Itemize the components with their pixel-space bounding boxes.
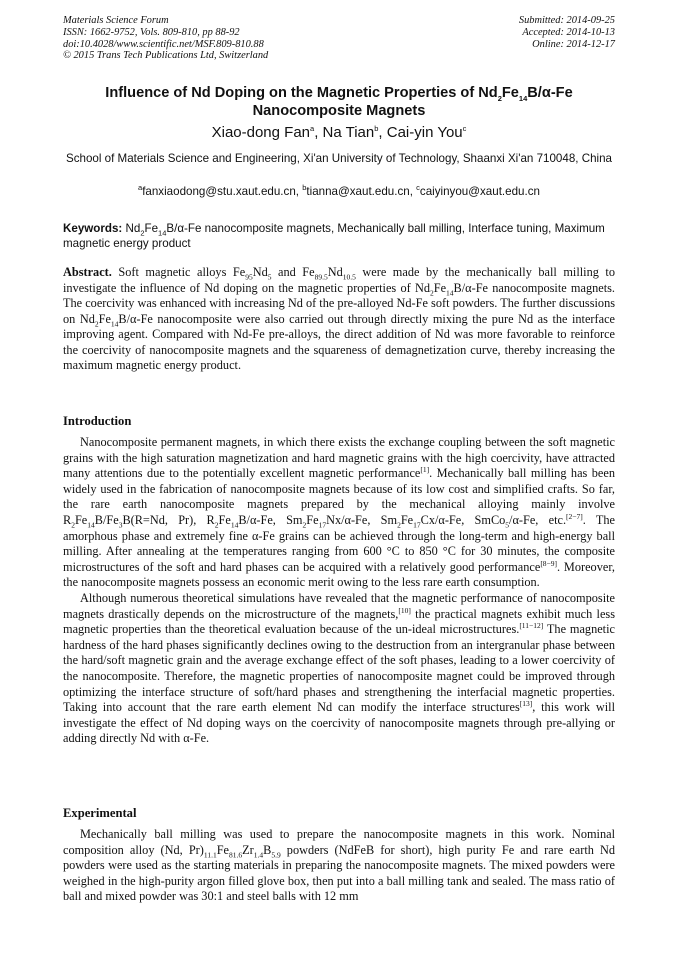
abstract-label: Abstract. bbox=[63, 265, 112, 279]
citation[interactable]: [13] bbox=[519, 699, 533, 708]
doi-line: doi:10.4028/www.scientific.net/MSF.809-810.88 bbox=[63, 38, 264, 50]
copyright-line: © 2015 Trans Tech Publications Ltd, Switzerland bbox=[63, 50, 269, 62]
abstract: Abstract. Soft magnetic alloys $Fe_{95}Nd_5$ and $Fe_{89.5}Nd_{10.5}$ were made by the mechanically ball milling to investigate the influence of Nd doping on the magnetic properties of $Nd_2Fe_{14}B/\alpha-Fe$ nanocomposite magnets. The coercivity was enhanced with increasing Nd of the pre-alloyed Nd-Fe soft powders. The further discussions on $Nd_2Fe_{14}B/\alpha-Fe$ nanocomposite were also carried out through directly mixing the pure Nd as the interface improving agent. Compared with Nd-Fe pre-alloys, the direct addition of Nd was more favorable to reinforce the coercivity of nanocomposite magnets and the squareness of demagnetization curve, thereby increasing the maximum magnetic energy product. bbox=[63, 265, 615, 372]
email-address[interactable]: fanxiaodong@stu.xaut.edu.cn bbox=[142, 185, 296, 198]
paragraph: Mechanically ball milling was used to prepare the nanocomposite magnets in this work. Nominal composition alloy (Nd, $Pr)_{11.1}Fe_{81.6}Zr_{1.4}B_{5.9}$ powders (NdFeB for short), high purity Fe and rare earth Nd powders were used as the starting materials in preparing the nanocomposite magnets. The mixed powders were weighed in the high-purity argon filled glove box, then put into a ball milling tank and sealed. The mass ratio of ball and mixed powder was 30:1 and steel balls with 12 mm bbox=[63, 827, 615, 904]
online-date: Online: 2014-12-17 bbox=[532, 38, 615, 50]
author: Na Tian$^b$, bbox=[322, 124, 387, 141]
citation[interactable]: [2−7] bbox=[566, 511, 583, 521]
citation[interactable]: [8−9] bbox=[540, 558, 558, 568]
accepted-date: Accepted: 2014-10-13 bbox=[522, 26, 615, 38]
paragraph: Nanocomposite permanent magnets, in which there exists the exchange coupling between the soft magnetic grains with the high saturation magnetization and hard magnetic grains with the high coercivity, have attracted many attentions due to the potentially excellent magnetic performance[1]. Mechanically ball milling has been widely used in the fabrication of nanocomposite magnets because of its low cost and simplified crafts. So far, the rare earth nanocomposite magnets prepared by the mechanical alloying mainly involve $R_2Fe_{14}B/Fe_3B(R=Nd$, Pr), $R_2Fe_{14}B/\alpha-Fe$, $Sm_2Fe_{17}Nx/\alpha-Fe$, $Sm_2Fe_{17}Cx/\alpha-Fe$, SmCo$_5$/α-Fe, etc.[2−7]. The amorphous phase and extremely fine α-Fe grains can be achieved through the long-term and high-energy ball milling. After annealing at the temperatures ranging from 600 °C to 850 °C for 30 minutes, the composite microstructures of the soft and hard phases can be acquired with a relatively good performance[8−9]. Moreover, the nanocomposite magnets possess an economic merit owing to the less rare earth consumption. bbox=[63, 435, 615, 590]
introduction-section bbox=[63, 414, 615, 747]
issn-line: ISSN: 1662-9752, Vols. 809-810, pp 88-92 bbox=[63, 26, 240, 38]
author: Xiao-dong Fan$^a$, bbox=[211, 124, 323, 141]
email-list: $^a$fanxiaodong@stu.xaut.edu.cn, $^b$tianna@xaut.edu.cn, $^c$caiyinyou@xaut.edu.cn bbox=[138, 183, 540, 198]
publication-info bbox=[63, 15, 268, 62]
publication-dates bbox=[519, 15, 615, 50]
introduction-heading: Introduction bbox=[63, 414, 132, 428]
citation[interactable]: [10] bbox=[398, 605, 411, 615]
citation[interactable]: [11−12] bbox=[519, 621, 544, 631]
email-address[interactable]: tianna@xaut.edu.cn bbox=[306, 185, 410, 198]
experimental-heading: Experimental bbox=[63, 806, 137, 820]
author: Cai-yin You$^c$ bbox=[386, 124, 467, 141]
journal-name: Materials Science Forum bbox=[63, 15, 169, 26]
email-address[interactable]: caiyinyou@xaut.edu.cn bbox=[419, 185, 540, 198]
keywords bbox=[63, 221, 615, 251]
citation[interactable]: [1] bbox=[420, 465, 430, 475]
paragraph: Although numerous theoretical simulations have revealed that the magnetic performance of nanocomposite magnets drastically depends on the microstructure of the magnets,[10] the practical magnets exhibit much less magnetic properties than the theoretical evaluation because of the un-ideal microstructures.[11−12] The magnetic hardness of the hard phases significantly declines owing to the destruction from an intergranular phase between the hard/soft magnetic grain and the average exchange effect of the soft phases, leading to a lower coercivity of the nanocomposite. Therefore, the magnetic properties of nanocomposite magnet could be improved through optimizing the interface structure of soft/hard phases and strengthening the interfacial magnetic properties. Taking into account that the rare earth element Nd can modify the interface structures[13], this work will investigate the effect of Nd doping ways on the coercivity of nanocomposite magnets through pre-allying or adding directly Nd with α-Fe. bbox=[63, 590, 615, 746]
keywords-label: Keywords: bbox=[63, 222, 123, 235]
submitted-date: Submitted: 2014-09-25 bbox=[518, 15, 615, 26]
paper-title: Influence of Nd Doping on the Magnetic Properties of $Nd_2Fe_{14}B/\alpha-Fe$ Nanocomposite Magnets bbox=[105, 85, 573, 119]
author-list bbox=[40, 124, 638, 142]
affiliation: School of Materials Science and Engineering, Xi'an University of Technology, Shaanxi Xi'an 710048, China bbox=[65, 152, 612, 165]
keywords-text: $Nd_2Fe_{14}B/\alpha-Fe$ nanocomposite magnets, Mechanically ball milling, Interface tuning, Maximum magnetic energy product bbox=[63, 222, 605, 250]
experimental-section bbox=[63, 806, 615, 905]
